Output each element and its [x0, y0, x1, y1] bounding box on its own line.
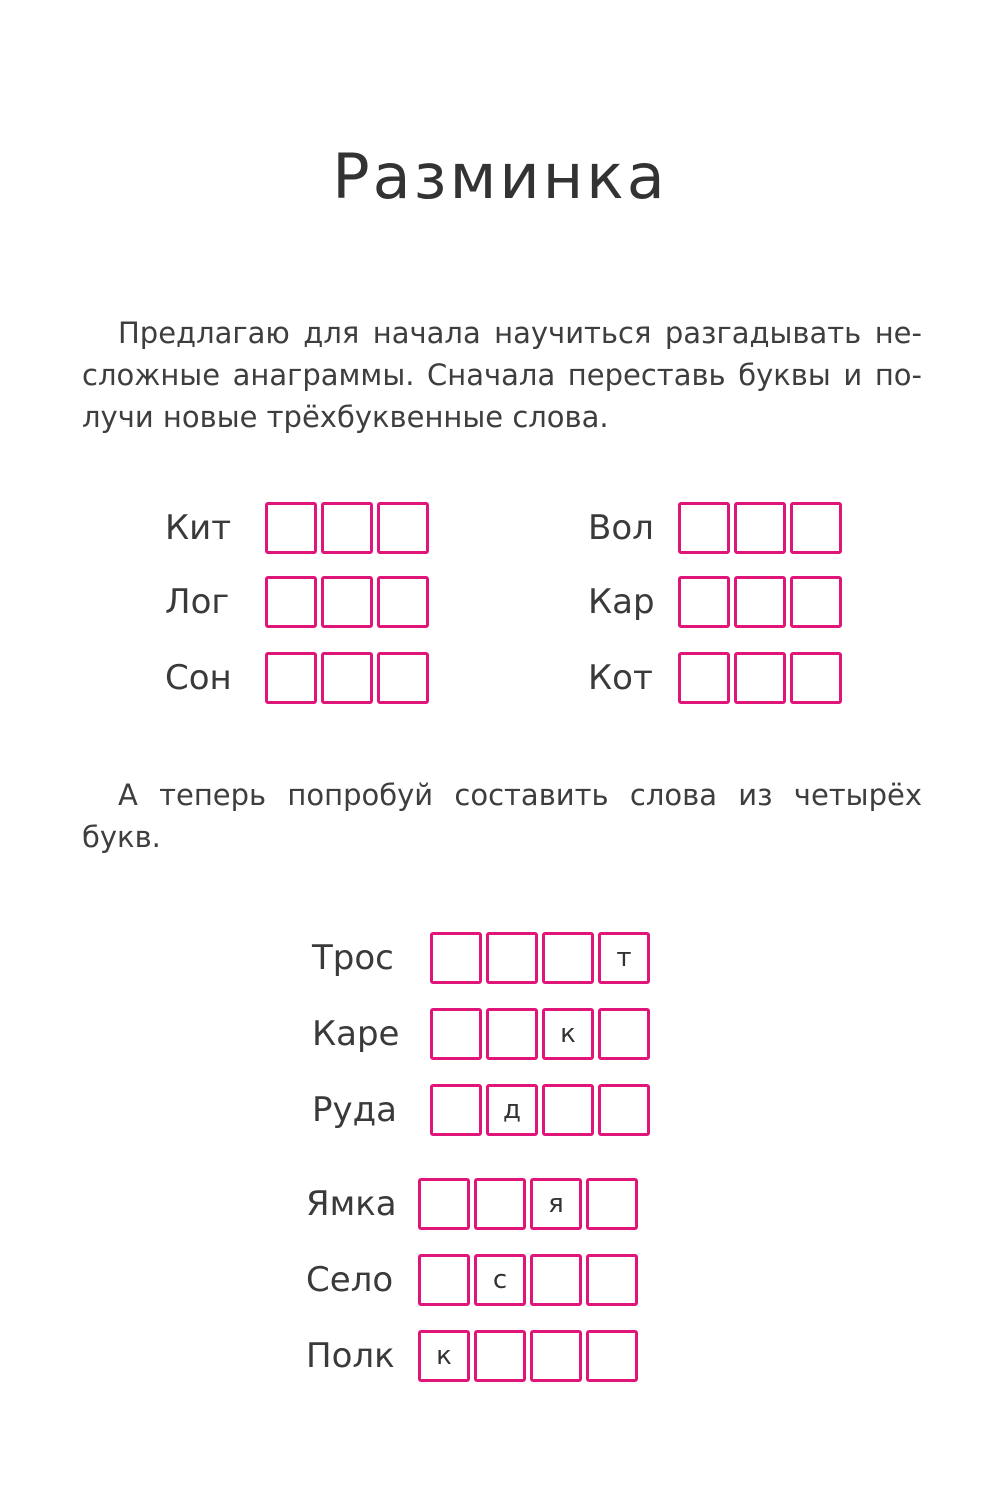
intro-line: лучи новые трёхбуквенные слова.	[82, 400, 609, 434]
anagram-word: Сон	[165, 658, 232, 698]
letter-box[interactable]: с	[474, 1254, 526, 1306]
letter-box[interactable]	[678, 502, 730, 554]
letter-box[interactable]	[321, 576, 373, 628]
answer-boxes	[265, 652, 429, 704]
letter-box[interactable]	[265, 502, 317, 554]
anagram-word: Кит	[165, 508, 232, 548]
answer-boxes	[678, 576, 842, 628]
answer-boxes	[430, 1084, 650, 1136]
letter-box[interactable]: к	[418, 1330, 470, 1382]
answer-boxes	[265, 576, 429, 628]
letter-box[interactable]	[474, 1330, 526, 1382]
letter-box[interactable]	[265, 576, 317, 628]
letter-box[interactable]	[790, 652, 842, 704]
intro-paragraph	[82, 312, 922, 438]
answer-boxes	[430, 1008, 650, 1060]
page-title: Разминка	[332, 140, 668, 213]
letter-box[interactable]	[377, 502, 429, 554]
letter-box[interactable]	[542, 1084, 594, 1136]
anagram-word: Село	[306, 1260, 394, 1300]
letter-box[interactable]	[377, 652, 429, 704]
letter-box[interactable]	[265, 652, 317, 704]
answer-boxes	[418, 1254, 638, 1306]
letter-box[interactable]	[734, 502, 786, 554]
anagram-word: Кар	[588, 582, 655, 622]
intro-line: сложные анаграммы. Сначала переставь буквы и по-	[82, 358, 922, 392]
anagram-word: Каре	[312, 1014, 400, 1054]
answer-boxes	[678, 652, 842, 704]
letter-box[interactable]	[530, 1254, 582, 1306]
letter-box[interactable]	[790, 502, 842, 554]
answer-boxes	[418, 1330, 638, 1382]
letter-box[interactable]	[430, 1084, 482, 1136]
answer-boxes	[418, 1178, 638, 1230]
anagram-word: Вол	[588, 508, 654, 548]
letter-box[interactable]	[530, 1330, 582, 1382]
letter-box[interactable]: к	[542, 1008, 594, 1060]
letter-box[interactable]	[598, 1084, 650, 1136]
letter-box[interactable]	[586, 1254, 638, 1306]
letter-box[interactable]	[598, 1008, 650, 1060]
anagram-word: Руда	[312, 1090, 397, 1130]
answer-boxes	[430, 932, 650, 984]
letter-box[interactable]	[790, 576, 842, 628]
letter-box[interactable]	[377, 576, 429, 628]
anagram-word: Полк	[306, 1336, 395, 1376]
letter-box[interactable]	[678, 652, 730, 704]
answer-boxes	[678, 502, 842, 554]
letter-box[interactable]: т	[598, 932, 650, 984]
anagram-word: Лог	[165, 582, 230, 622]
instruction-line: букв.	[82, 820, 161, 854]
letter-box[interactable]	[542, 932, 594, 984]
instruction-line: А теперь попробуй составить слова из четырёх	[118, 778, 922, 812]
letter-box[interactable]: я	[530, 1178, 582, 1230]
letter-box[interactable]	[321, 502, 373, 554]
letter-box[interactable]	[734, 576, 786, 628]
anagram-word: Ямка	[306, 1184, 397, 1224]
letter-box[interactable]	[321, 652, 373, 704]
letter-box[interactable]	[586, 1330, 638, 1382]
letter-box[interactable]	[678, 576, 730, 628]
letter-box[interactable]	[734, 652, 786, 704]
intro-line: Предлагаю для начала научиться разгадывать не-	[118, 316, 922, 350]
letter-box[interactable]	[418, 1254, 470, 1306]
letter-box[interactable]	[486, 1008, 538, 1060]
anagram-word: Трос	[312, 938, 394, 978]
letter-box[interactable]	[418, 1178, 470, 1230]
letter-box[interactable]: д	[486, 1084, 538, 1136]
letter-box[interactable]	[430, 1008, 482, 1060]
letter-box[interactable]	[486, 932, 538, 984]
answer-boxes	[265, 502, 429, 554]
letter-box[interactable]	[474, 1178, 526, 1230]
letter-box[interactable]	[430, 932, 482, 984]
letter-box[interactable]	[586, 1178, 638, 1230]
four-letter-instructions	[82, 774, 922, 858]
anagram-word: Кот	[588, 658, 653, 698]
